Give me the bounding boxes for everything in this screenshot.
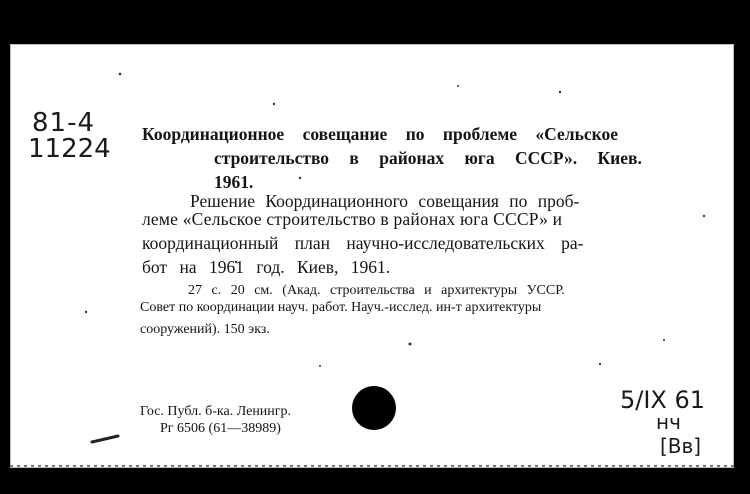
shelfmark-top: 81-4 (32, 108, 96, 138)
library-stamp-line: Гос. Публ. б-ка. Ленингр. (140, 404, 292, 419)
title-line: строительство в районах юга СССР». Киев. (214, 148, 642, 168)
handwritten-date: 5/IX 61 (620, 386, 706, 414)
title-line: 1961. (214, 172, 254, 192)
handwritten-mark: [Вв] (660, 434, 702, 458)
collation-line: сооружений). 150 экз. (140, 322, 270, 337)
description-line: координационный план научно-исследовательских ра- (142, 233, 584, 253)
description-line: бот на 1961 год. Киев, 1961. (142, 257, 391, 277)
description-line: леме «Сельское строительство в районах юга СССР» и (142, 209, 563, 229)
handwritten-note: нч (656, 410, 681, 434)
library-stamp-line: Рг 6506 (61—38989) (160, 421, 281, 436)
description-line: Решение Координационного совещания по проб- (190, 191, 580, 211)
shelfmark-bottom: 11224 (28, 134, 111, 164)
collation-line: Совет по координации науч. работ. Науч.-исслед. ин-т архитектуры (140, 300, 542, 315)
collation-line: 27 с. 20 см. (Акад. строительства и архитектуры УССР. (188, 283, 565, 298)
title-line: Координационное совещание по проблеме «Сельское (142, 124, 619, 144)
punch-hole (352, 386, 396, 430)
